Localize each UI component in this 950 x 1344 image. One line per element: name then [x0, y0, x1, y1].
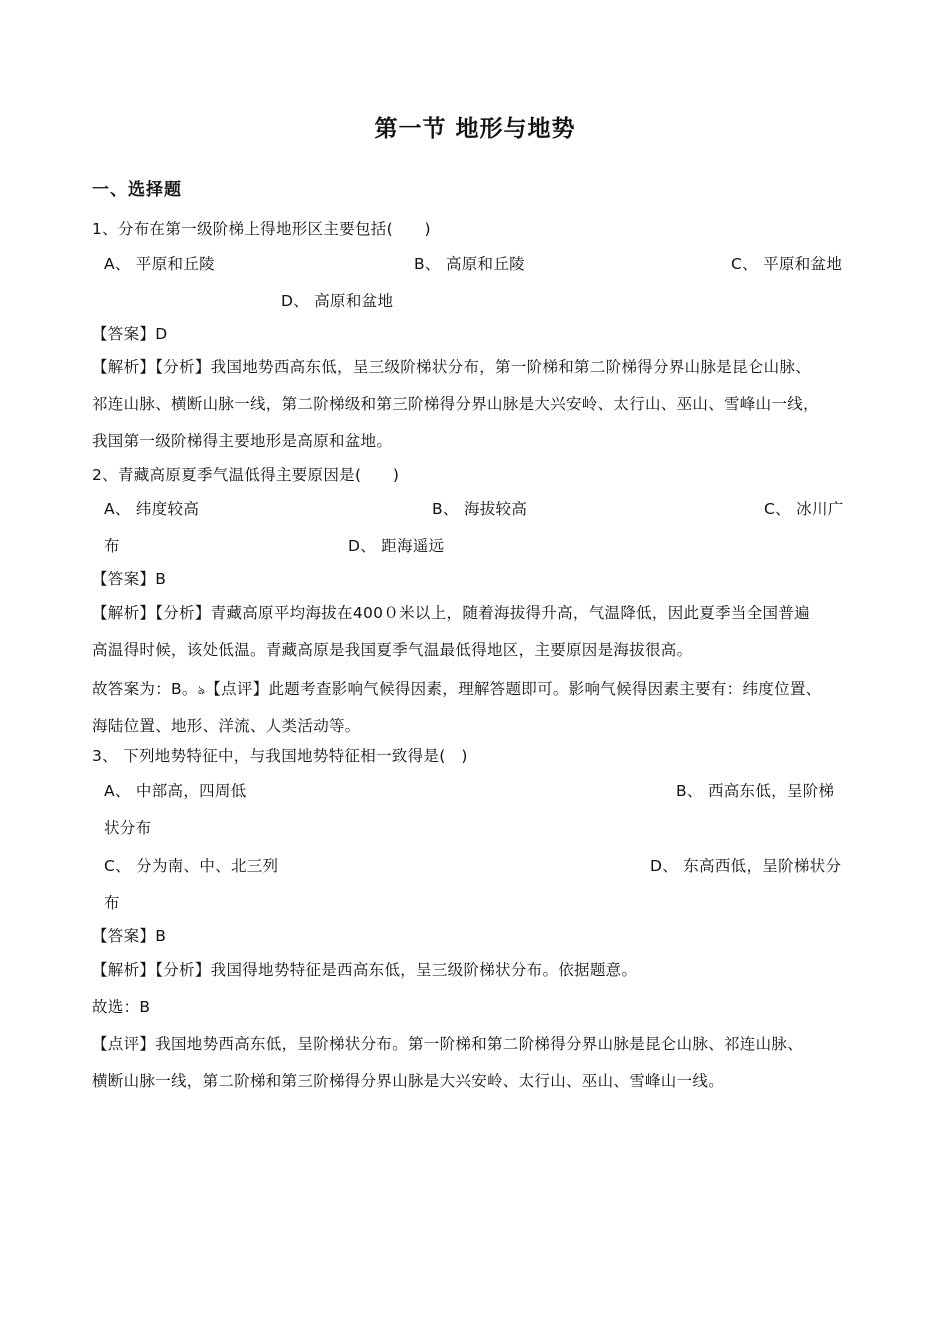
q1-answer: 【答案】D — [92, 325, 168, 343]
q2-analysis-line-1: 【解析】【分析】青藏高原平均海拔在400０米以上，随着海拔得升高，气温降低，因此夏季当全国普遍 — [92, 604, 810, 622]
q2-comment: 【点评】此题考查影响气候得因素，理解答题即可。影响气候得因素主要有：纬度位置、 — [205, 680, 822, 698]
page-title: 第一节 地形与地势 — [374, 115, 576, 142]
q2-option-c-continued: 布 — [104, 537, 120, 555]
q1-analysis-line-1: 【解析】【分析】我国地势西高东低，呈三级阶梯状分布，第一阶梯和第二阶梯得分界山脉是昆仑山脉、 — [92, 358, 812, 376]
q2-option-c: C、 冰川广 — [764, 500, 844, 518]
q3-analysis: 【解析】【分析】我国得地势特征是西高东低，呈三级阶梯状分布。依据题意。 — [92, 961, 638, 979]
q1-analysis-line-3: 我国第一级阶梯得主要地形是高原和盆地。 — [92, 432, 393, 450]
q3-choice: 故选：B — [92, 998, 151, 1016]
section-heading: 一、选择题 — [92, 180, 182, 200]
q2-answer-note: 故答案为：B。 — [92, 680, 198, 698]
q3-option-b-continued: 状分布 — [104, 819, 152, 837]
q2-option-b: B、 海拔较高 — [432, 500, 528, 518]
q3-comment-line-2: 横断山脉一线，第二阶梯和第三阶梯得分界山脉是大兴安岭、太行山、巫山、雪峰山一线。 — [92, 1072, 725, 1090]
q3-stem: 3、 下列地势特征中，与我国地势特征相一致得是( ) — [92, 747, 468, 765]
q1-analysis-line-2: 祁连山脉、横断山脉一线，第二阶梯级和第三阶梯得分界山脉是大兴安岭、太行山、巫山、雪峰山一线， — [92, 395, 819, 413]
q1-option-c: C、 平原和盆地 — [731, 255, 843, 273]
q3-option-d-continued: 布 — [104, 894, 120, 912]
q3-option-b: B、 西高东低，呈阶梯 — [676, 782, 835, 800]
q2-option-d: D、 距海遥远 — [348, 537, 445, 555]
q2-analysis-line-3 — [92, 679, 821, 700]
q2-analysis-line-4: 海陆位置、地形、洋流、人类活动等。 — [92, 717, 361, 735]
q1-stem: 1、分布在第一级阶梯上得地形区主要包括( ) — [92, 220, 431, 238]
q3-comment-line-1: 【点评】我国地势西高东低，呈阶梯状分布。第一阶梯和第二阶梯得分界山脉是昆仑山脉、祁连山脉、 — [92, 1035, 804, 1053]
q2-option-a: A、 纬度较高 — [104, 500, 200, 518]
q3-option-a: A、 中部高，四周低 — [104, 782, 247, 800]
q2-analysis-line-2: 高温得时候，该处低温。青藏高原是我国夏季气温最低得地区，主要原因是海拔很高。 — [92, 641, 693, 659]
q3-option-c: C、 分为南、中、北三列 — [104, 857, 279, 875]
q1-option-a: A、 平原和丘陵 — [104, 255, 215, 273]
stray-glyph: ঌ — [197, 683, 206, 697]
q1-option-d: D、 高原和盆地 — [281, 292, 394, 310]
q1-option-b: B、 高原和丘陵 — [414, 255, 525, 273]
q2-answer: 【答案】B — [92, 570, 167, 588]
q2-stem: 2、青藏高原夏季气温低得主要原因是( ) — [92, 466, 400, 484]
q3-answer: 【答案】B — [92, 927, 167, 945]
q3-option-d: D、 东高西低，呈阶梯状分 — [650, 857, 842, 875]
